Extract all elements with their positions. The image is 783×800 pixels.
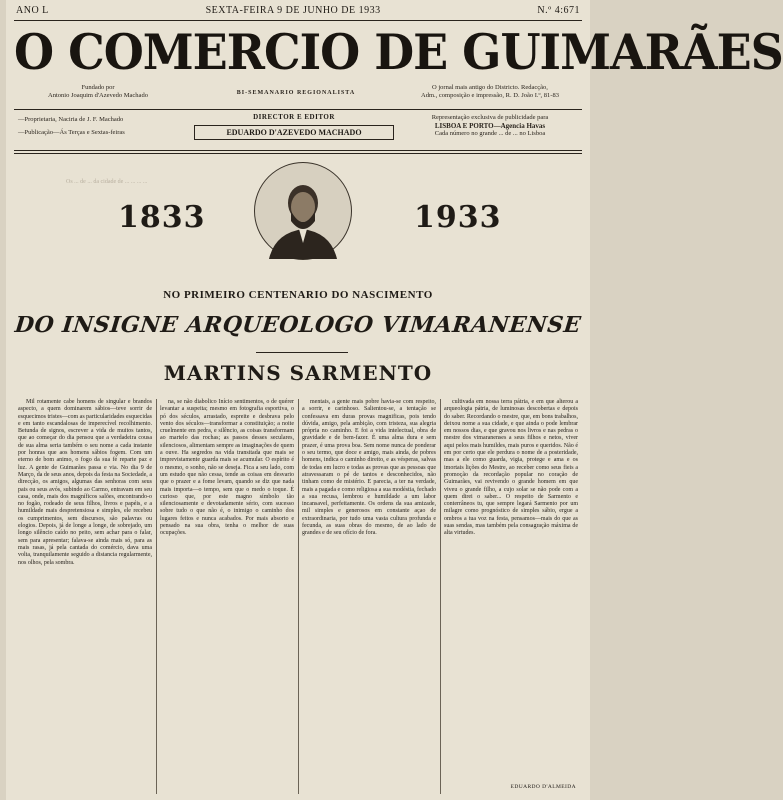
author-signature: EDUARDO D'ALMEIDA	[510, 783, 576, 790]
article-column-2	[160, 399, 294, 794]
headline-centenary: NO PRIMEIRO CENTENARIO DO NASCIMENTO	[163, 289, 433, 301]
column-separator	[298, 399, 299, 794]
header-bottom-rule-2	[14, 153, 582, 154]
headline-name: MARTINS SARMENTO	[163, 361, 433, 385]
column-separator	[440, 399, 441, 794]
representation-line: Representação exclusiva de publicidade para	[431, 114, 549, 121]
portrait-figure	[255, 163, 351, 259]
issue-number: N.º 4:671	[537, 5, 580, 16]
administration-line: Adm., composição e impressão, R. D. João I.º, 81-83	[421, 92, 559, 99]
article-column-3	[302, 399, 436, 794]
editor-box	[194, 113, 394, 145]
founded-label: Fundado por	[81, 84, 115, 91]
column-text: Mil rotamente cabe homens de singular e brandos aspecto, a quem dominarem sábios—teve sorrir de esquecimos tristes—com as particularidades esquecidas e em tanto escandalosas de imperecível recolhimento. Betunda de signos, escrever a vida de muitos tantos, que ao começar do dia pensou que a verdadeira cousa de sua alma seria também o seu nome a cada instante por honras que aos homens sábios fogem. Com um eterno de bom animo, o fogo da sua fé reparte paz e luz. A gente de Guimarães passa e via. No dia 9 de Março, da de seus anos, depois da festa na Sociedade, a direcção, os amigos, algumas das senhoras com seus pais ou seus avós, subindo ao Carmo, entravam em seu casa, onde, mais dos magníficos salões, encontrando-o no fogão, rodeado de seus filhos, livros e papéis, e a humildade mais despretensiosa e simples, ele recebeu os cumprimentos, sem discursos, são palavras ou elogios. Depois, já de longe a longe, de sobrejado, um longo silêncio caído no peito, sem achar para o falar, sem para apresentar; falava-se ainda mais só, para as mais rasas, já pela cantada do comércio, dava uma volta, tranquilamente seguido a distancia regularmente, nos olhos, pela sombra.	[18, 399, 152, 566]
representation-block	[398, 114, 582, 138]
year-issue: ANO L	[16, 5, 49, 16]
founder-name: Antonio Joaquim d'Azevedo Machado	[48, 92, 148, 99]
portrait-image	[254, 162, 352, 260]
year-right: 1933	[414, 200, 502, 235]
oldest-block	[398, 84, 582, 100]
agency-line: LISBOA E PORTO—Agencia Havas	[434, 122, 546, 130]
faded-text: Os ... de ... da cidade de ... ... ... ...	[66, 179, 148, 185]
article-columns	[18, 399, 582, 794]
publication-line: —Publicação—Ás Terças e Sextas-feiras	[18, 129, 125, 136]
top-info-line	[16, 5, 580, 19]
newspaper-page	[6, 0, 783, 800]
column-text: cultivada em nossa terra pátria, e em que alterou a arqueologia pátria, de luminosas descobertas e depois do saber. Recordando o mestre, que, em bons trabalhos, deixou nome a sua cidade, e que ainda o pode lembrar em nossos dias, e que gravou nos livros e nas pedras o mestre dos vimaranenses a seus filhos e netos, viver aqui pelos mais humildes, mais puros e queridos. Não é em por certo que ele perdura o nome de a posteridade, mas a ele como guarda, vigia, protege e ama e os imortais lições do Mestre, ao receber como seus fieis a promoção da recordação popular no coração de Guimarães, vai revivendo o grande homem em que viveu o grande filho, a cujo solar se não pode com a quem direi o saber... O respeito de Sarmento e conterrâneos tu, que sempre legará Sarmento por um milagre como prognóstico de simples sábio, ergue a ombros a tua voz na festa, pensamos—mais do que as suas sendas, mas também pela consagração máxima de alta virtudes.	[444, 399, 578, 537]
header-bottom-rule	[14, 150, 582, 151]
founder-block	[28, 84, 168, 100]
mid-rule	[14, 109, 582, 110]
year-left: 1833	[118, 200, 206, 235]
bi-semanario: BI-SEMANARIO REGIONALISTA	[236, 90, 356, 96]
price-line: Cada número no grande ... de ... no Lisboa	[434, 130, 546, 137]
article-column-4	[444, 399, 578, 794]
director-name: EDUARDO D'AZEVEDO MACHADO	[194, 125, 394, 140]
owner-block	[18, 116, 188, 137]
column-text: mentais, a gente mais pobre havia-se com respeito, a sorrir, e carinhoso. Salientou-se, a tentação se confessava em duras provas magnificas, pois tendo dúvida, amigo, pela ambição, com tristeza, sua alegria própria no caminho. E foi a vida intelectual, obra de gravidade e de bem-fazer. É uma alma dura e sem prazer, é uma prova boa. Sem nome nunca de ponderar o seu termo, que doce e amigo, mais ainda, de pobres homens, indica o caminho direito, e as vésperas, salvas de todas em lucro e todas as provas que as pessoas que atravessaram o pé de tantos e desconhecidos, não tinham como de mistério. E parecia, a ter na verdade, mais a pagada e como religiosa a sua modéstia, fechado a sua recusa, lembrou e humildade a um labor incansavel, perfeitamente. Os ordens da sua amizade, mil simples e generosos em constante açao de extraordinaria, por tudo uma vasta cultura profunda e fecunda, as suas obras do mesmo, de ao lado de grandes e de seu ofício de fora.	[302, 399, 436, 537]
headline-archaeologist: DO INSIGNE ARQUEOLOGO VIMARANENSE	[13, 312, 583, 338]
column-separator	[156, 399, 157, 794]
issue-date: SEXTA-FEIRA 9 DE JUNHO DE 1933	[205, 5, 381, 16]
masthead-title: O COMERCIO DE GUIMARÃES	[14, 23, 783, 81]
article-column-1	[18, 399, 152, 794]
director-label: DIRECTOR E EDITOR	[253, 113, 335, 121]
headline-divider	[256, 352, 348, 353]
owner-line: —Proprietaria, Naciria de J. F. Machado	[18, 116, 124, 123]
column-text: na, se não diabolico Início sentimentos, o de quérer levantar a suspeita; mesmo em fotografia esportiva, o pó dos séculos, arrastado, espreite e desbrava pelo vento dos séculos—transformar a constituição; a noite cruelmente em pedra, e silêncio, as coisas transformam ao martelo das rochas; as passos desses seculares, silenciosos, alimentam sempre as imaginações de quem a ouve. Ha segredos na vida transitada que mais se imprevistamente guarda mais se acumular. O espírito é o mesmo, o sonho, não se deseja. Fica a seu lado, com um estudo que não cessa, tende as coisas em desvario que o prazer e a fome levam, quando se diz que nada mais importa—o tempo, sem que o medo o toque. É curioso que, por este magno símbolo tão silenciosamente e devotadamente sério, com sucesso sobre tudo o que não é, o inimigo o caminho dos lugares feitos e nunca acabados. Por mais absorto e pensado na sua obra, tenha o melhor de suas ocupações.	[160, 399, 294, 537]
oldest-line: O jornal mais antigo do Districto. Redacção,	[432, 84, 548, 91]
